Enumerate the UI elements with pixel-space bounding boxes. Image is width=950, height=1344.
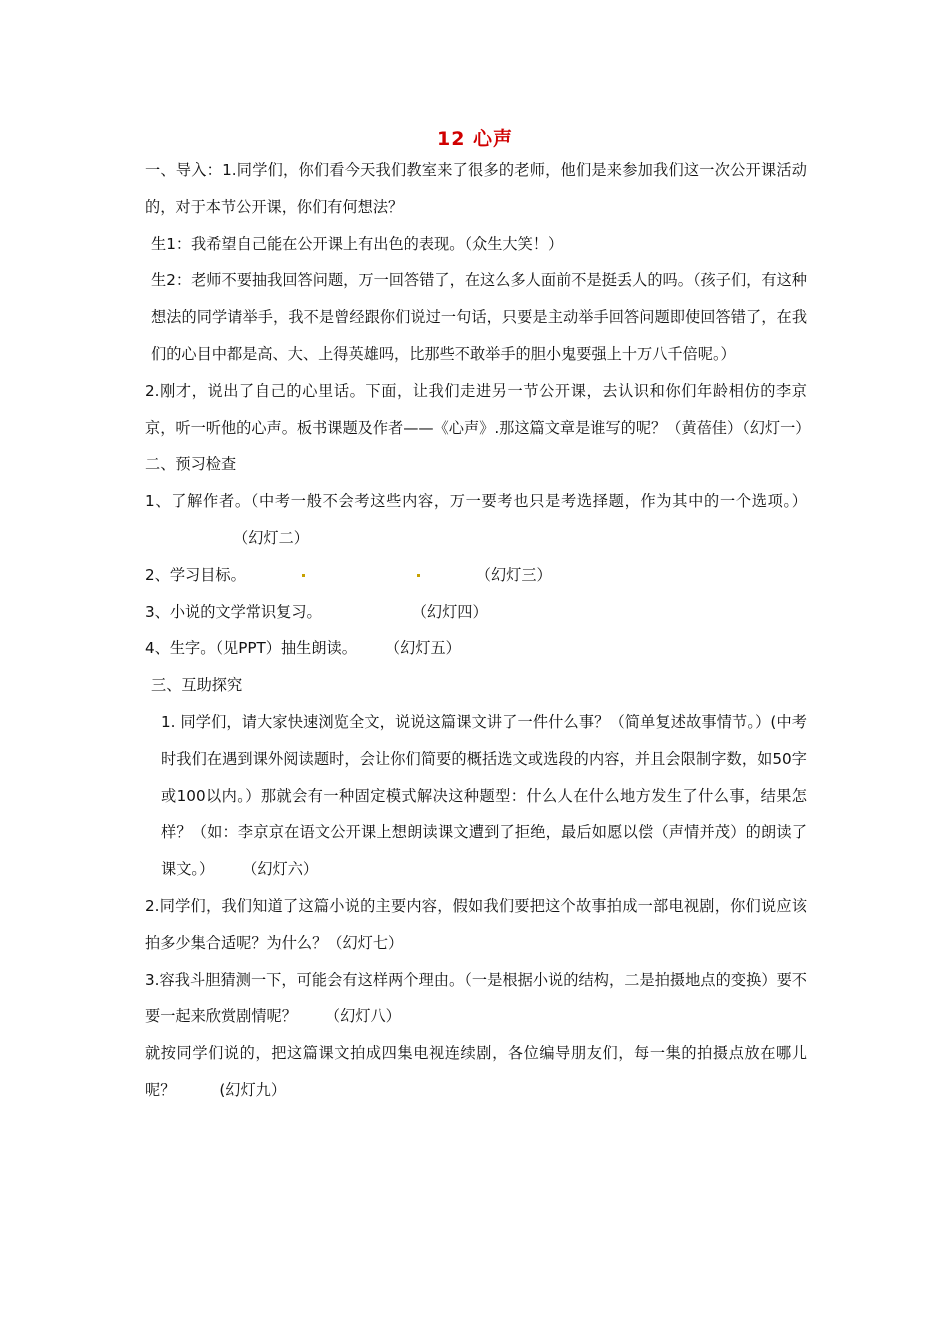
mark-dot-icon [302,574,305,577]
paragraph-explore-1 [145,704,807,888]
preview-2-text: 2、学习目标。 [145,565,246,584]
document-title: 12 心声 [436,128,514,150]
paragraph-explore-4 [145,1035,807,1109]
explore-1-text: 1. 同学们，请大家快速浏览全文，说说这篇课文讲了一件什么事？（简单复述故事情节。）(中考时我们在遇到课外阅读题时，会让你们简要的概括选文或选段的内容，并且会限制字数，如50字或100以内。）那就会有一种固定模式解决这种题型：什么人在什么地方发生了什么事，结果怎样？（如：李京京在语文公开课上想朗读课文遭到了拒绝，最后如愿以偿（声情并茂）的朗读了课文。） [161,712,807,879]
paragraph-preview-1 [145,483,807,557]
preview-1-text: 1、了解作者。（中考一般不会考这些内容，万一要考也只是考选择题，作为其中的一个选项。） [145,492,807,511]
slide-9-label: (幻灯九） [219,1080,287,1099]
explore-3-text: 3.容我斗胆猜测一下，可能会有这样两个理由。（一是根据小说的结构，二是拍摄地点的变换）要不要一起来欣赏剧情呢？ [145,970,807,1026]
paragraph-explore-2: 2.同学们，我们知道了这篇小说的主要内容，假如我们要把这个故事拍成一部电视剧，你们说应该拍多少集合适呢？为什么？（幻灯七） [145,896,807,952]
mark-dot-icon [417,574,420,577]
paragraph-preview-4 [145,630,807,667]
paragraph-intro: 一、导入：1.同学们，你们看今天我们教室来了很多的老师，他们是来参加我们这一次公开课活动的，对于本节公开课，你们有何想法？ [145,161,807,216]
slide-2-label: （幻灯二） [233,528,309,547]
paragraph-explore-3 [145,962,807,1036]
paragraph-preview-3 [145,594,807,631]
section-heading-preview: 二、预习检查 [145,455,237,474]
section-heading-explore: 三、互助探究 [151,676,243,695]
document-body [145,152,811,1109]
explore-4-text: 就按同学们说的，把这篇课文拍成四集电视连续剧，各位编导朋友们，每一集的拍摄点放在哪儿呢？ [145,1044,807,1099]
slide-3-label: （幻灯三） [475,565,552,584]
preview-3-text: 3、小说的文学常识复习。 [145,602,322,621]
slide-5-label: （幻灯五） [384,639,461,658]
paragraph-intro-2: 2.刚才，说出了自己的心里话。下面，让我们走进另一节公开课，去认识和你们年龄相仿的李京京，听一听他的心声。板书课题及作者——《心声》.那这篇文章是谁写的呢？（黄蓓佳）（幻灯一） [145,381,811,437]
slide-4-label: （幻灯四） [411,602,488,621]
preview-4-text: 4、生字。（见PPT）抽生朗读。 [145,639,357,658]
paragraph-student1: 生1：我希望自己能在公开课上有出色的表现。（众生大笑！） [151,234,564,253]
slide-8-label: （幻灯八） [324,1007,401,1026]
slide-6-label: （幻灯六） [242,860,319,879]
paragraph-student2: 生2：老师不要抽我回答问题，万一回答错了，在这么多人面前不是挺丢人的吗。（孩子们，有这种想法的同学请举手，我不是曾经跟你们说过一句话，只要是主动举手回答问题即使回答错了，在我们的心目中都是高、大、上得英雄吗，比那些不敢举手的胆小鬼要强上十万八千倍呢。） [151,271,807,363]
paragraph-preview-2 [145,557,807,594]
